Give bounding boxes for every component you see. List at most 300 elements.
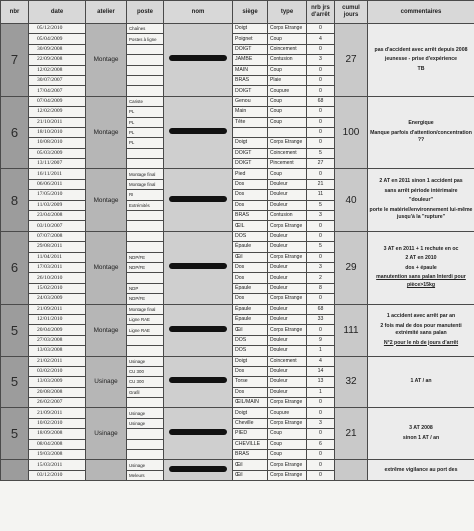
redaction-bar [169, 466, 227, 472]
header-nom: nom [164, 1, 233, 24]
comment-line: 2 AT en 2010 [405, 255, 437, 262]
redaction-bar [169, 326, 227, 332]
siege-cell: JAMBE [233, 55, 268, 65]
atelier-cell: Montage [86, 304, 127, 356]
date-cell: 13/03/2008 [29, 346, 86, 356]
poste-cell [127, 148, 164, 158]
poste-cell: Grafil [127, 387, 164, 397]
date-cell: 26/02/2007 [29, 398, 86, 408]
siege-cell: Œil [233, 460, 268, 470]
date-cell: 16/11/2011 [29, 169, 86, 179]
comment-line: extrême vigilance au port des [384, 466, 458, 473]
poste-cell: Montage final [127, 179, 164, 189]
atelier-cell: Montage [86, 169, 127, 231]
jrs-cell: 0 [307, 24, 335, 34]
siege-cell: Œil [233, 325, 268, 335]
jrs-cell: 4 [307, 356, 335, 366]
date-cell: 13/03/2009 [29, 377, 86, 387]
header-date: date [29, 1, 86, 24]
date-cell: 20/04/2009 [29, 325, 86, 335]
group-nbr: 5 [1, 408, 29, 460]
name-cell-redacted [164, 460, 233, 481]
type-cell: Douleur [268, 262, 307, 272]
poste-cell [127, 429, 164, 439]
comment-cell [368, 408, 474, 460]
jrs-cell: 11 [307, 190, 335, 200]
header-jrs: nrb jrs d'arrêt [307, 1, 335, 24]
poste-cell [127, 75, 164, 85]
type-cell: Plaie [268, 75, 307, 85]
date-cell: 23/04/2008 [29, 211, 86, 221]
cumul-cell: 29 [335, 231, 368, 304]
poste-cell: Chaînes [127, 24, 164, 34]
type-cell: Douleur [268, 366, 307, 376]
jrs-cell: 3 [307, 211, 335, 221]
poste-cell: Meleurs [127, 470, 164, 480]
poste-cell: Postes à ligne [127, 34, 164, 44]
jrs-cell: 2 [307, 273, 335, 283]
date-cell: 13/11/2007 [29, 159, 86, 169]
poste-cell: PL [127, 107, 164, 117]
group-nbr [1, 460, 29, 481]
jrs-cell: 0 [307, 75, 335, 85]
poste-cell [127, 231, 164, 241]
type-cell: Coup [268, 169, 307, 179]
name-cell-redacted [164, 169, 233, 231]
siege-cell: Poignet [233, 34, 268, 44]
date-cell: 07/04/2009 [29, 96, 86, 106]
siege-cell: BRAS [233, 211, 268, 221]
date-cell: 18/10/2010 [29, 127, 86, 137]
table-row [1, 408, 474, 418]
poste-cell: Ligne RAE [127, 325, 164, 335]
comment-line: 1 accident avec arrêt par an [386, 313, 456, 320]
date-cell: 21/02/2011 [29, 356, 86, 366]
comment-cell [368, 304, 474, 356]
poste-cell: Usinage [127, 356, 164, 366]
comment-cell [368, 231, 474, 304]
type-cell: Coupure [268, 86, 307, 96]
type-cell: Douleur [268, 231, 307, 241]
jrs-cell: 0 [307, 169, 335, 179]
date-cell: 05/03/2009 [29, 148, 86, 158]
type-cell: Corps Etrange [268, 24, 307, 34]
siege-cell: Doigt [233, 356, 268, 366]
jrs-cell: 68 [307, 304, 335, 314]
jrs-cell: 0 [307, 127, 335, 137]
comment-line: 2 AT en 2011 sinon 1 accident pas [379, 178, 463, 185]
name-cell-redacted [164, 356, 233, 408]
header-cumul: cumul jours [335, 1, 368, 24]
type-cell: Coup [268, 439, 307, 449]
comment-cell [368, 24, 474, 97]
siege-cell: Doigt [233, 24, 268, 34]
type-cell: Douleur [268, 283, 307, 293]
date-cell: 21/09/2011 [29, 304, 86, 314]
date-cell: 30/09/2008 [29, 44, 86, 54]
siege-cell: BRAS [233, 450, 268, 460]
siege-cell: Tête [233, 117, 268, 127]
comment-line: porte le matériel/environnement lui-même jusqu'à la "rupture" [369, 206, 473, 221]
comment-line: N°2 pour le nb de jours d'arrêt [383, 339, 459, 346]
redaction-bar [169, 377, 227, 383]
date-cell: 17/03/2011 [29, 262, 86, 272]
type-cell: Corps Etrange [268, 221, 307, 231]
siege-cell: PIED [233, 429, 268, 439]
type-cell: Coup [268, 450, 307, 460]
comment-line: sinon 1 AT / an [402, 434, 440, 441]
poste-cell: Extrémités [127, 200, 164, 210]
siege-cell: Épaule [233, 314, 268, 324]
jrs-cell: 5 [307, 200, 335, 210]
jrs-cell: 0 [307, 429, 335, 439]
table-row [1, 304, 474, 314]
jrs-cell: 6 [307, 439, 335, 449]
date-cell: 26/10/2010 [29, 273, 86, 283]
jrs-cell: 21 [307, 179, 335, 189]
date-cell: 17/05/2010 [29, 190, 86, 200]
comment-line: jeunesse - prise d'expérience [384, 56, 458, 63]
type-cell: Coup [268, 96, 307, 106]
siege-cell: DOIGT [233, 86, 268, 96]
table-row [1, 169, 474, 179]
jrs-cell: 4 [307, 34, 335, 44]
jrs-cell: 0 [307, 221, 335, 231]
comment-line: 2 fois mal de dos pour manutenti extrémité sans palan [380, 322, 462, 337]
jrs-cell: 0 [307, 450, 335, 460]
poste-cell: PL [127, 138, 164, 148]
siege-cell: Œil [233, 470, 268, 480]
jrs-cell: 0 [307, 294, 335, 304]
date-cell: 06/06/2011 [29, 179, 86, 189]
jrs-cell: 14 [307, 366, 335, 376]
type-cell: Coincement [268, 148, 307, 158]
cumul-cell: 21 [335, 408, 368, 460]
siege-cell: DOIGT [233, 159, 268, 169]
type-cell: Douleur [268, 179, 307, 189]
poste-cell: NDP/FE [127, 252, 164, 262]
jrs-cell: 0 [307, 65, 335, 75]
table-row [1, 24, 474, 34]
date-cell: 11/03/2009 [29, 200, 86, 210]
poste-cell: Usinage [127, 460, 164, 470]
header-commentaires: commentaires [368, 1, 474, 24]
type-cell: Coup [268, 117, 307, 127]
date-cell: 07/07/2008 [29, 231, 86, 241]
table-body [1, 24, 474, 481]
jrs-cell: 0 [307, 138, 335, 148]
date-cell: 05/12/2010 [29, 24, 86, 34]
siege-cell: Main [233, 107, 268, 117]
type-cell: Douleur [268, 387, 307, 397]
type-cell: Contusion [268, 211, 307, 221]
type-cell: Douleur [268, 377, 307, 387]
type-cell: Coup [268, 34, 307, 44]
comment-line: pas d'accident avec arrêt depuis 2008 [374, 46, 468, 53]
poste-cell: PL [127, 127, 164, 137]
siege-cell: Dos [233, 200, 268, 210]
siege-cell: Doigt [233, 408, 268, 418]
siege-cell: Dos [233, 294, 268, 304]
atelier-cell [86, 460, 127, 481]
poste-cell [127, 44, 164, 54]
comment-line: 3 AT en 2011 + 1 rechute en oc [383, 245, 459, 252]
siege-cell: Cheville [233, 418, 268, 428]
jrs-cell: 0 [307, 86, 335, 96]
date-cell: 15/02/2010 [29, 283, 86, 293]
poste-cell [127, 450, 164, 460]
table-row [1, 460, 474, 470]
date-cell: 27/03/2008 [29, 335, 86, 345]
poste-cell: CU 300 [127, 366, 164, 376]
siege-cell [233, 127, 268, 137]
siege-cell: Pied [233, 169, 268, 179]
cumul-cell: 111 [335, 304, 368, 356]
poste-cell: RI [127, 190, 164, 200]
group-nbr: 7 [1, 24, 29, 97]
type-cell: Douleur [268, 346, 307, 356]
comment-line: sans arrêt période intérimaire [384, 187, 458, 194]
date-cell: 03/12/2010 [29, 470, 86, 480]
group-nbr: 5 [1, 356, 29, 408]
type-cell: Douleur [268, 304, 307, 314]
type-cell: Corps Etrange [268, 470, 307, 480]
type-cell: Corps Etrange [268, 398, 307, 408]
poste-cell: Montage final [127, 304, 164, 314]
siege-cell: Épaule [233, 283, 268, 293]
siege-cell: Épaule [233, 242, 268, 252]
comment-line: manutention sans palan Interdi pour pièce>15kg [376, 274, 466, 288]
jrs-cell: 3 [307, 55, 335, 65]
header-siege: siège [233, 1, 268, 24]
comment-cell [368, 460, 474, 481]
date-cell: 29/08/2011 [29, 242, 86, 252]
jrs-cell: 0 [307, 107, 335, 117]
redaction-bar [169, 196, 227, 202]
siege-cell: Dos [233, 387, 268, 397]
comment-line: "douleur" [409, 197, 433, 204]
type-cell: Douleur [268, 242, 307, 252]
poste-cell [127, 273, 164, 283]
poste-cell [127, 346, 164, 356]
type-cell: Coup [268, 429, 307, 439]
type-cell: Corps Etrange [268, 138, 307, 148]
group-nbr: 8 [1, 169, 29, 231]
poste-cell [127, 242, 164, 252]
redaction-bar [169, 263, 227, 269]
date-cell: 12/02/2009 [29, 107, 86, 117]
redaction-bar [169, 128, 227, 134]
cumul-cell: 32 [335, 356, 368, 408]
siege-cell: DOIGT [233, 44, 268, 54]
type-cell: Douleur [268, 314, 307, 324]
table-row [1, 356, 474, 366]
type-cell [268, 127, 307, 137]
comment-cell [368, 169, 474, 231]
type-cell: Contusion [268, 55, 307, 65]
jrs-cell: 0 [307, 460, 335, 470]
poste-cell: NDP/FE [127, 262, 164, 272]
date-cell: 05/04/2009 [29, 34, 86, 44]
header-type: type [268, 1, 307, 24]
jrs-cell: 1 [307, 346, 335, 356]
redaction-bar [169, 55, 227, 61]
poste-cell: NDP [127, 283, 164, 293]
comment-cell [368, 96, 474, 169]
type-cell: Pincement [268, 159, 307, 169]
jrs-cell: 3 [307, 262, 335, 272]
jrs-cell: 33 [307, 314, 335, 324]
date-cell: 24/03/2009 [29, 294, 86, 304]
atelier-cell: Usinage [86, 408, 127, 460]
siege-cell: MAIN [233, 65, 268, 75]
cumul-cell [335, 460, 368, 481]
jrs-cell: 1 [307, 387, 335, 397]
date-cell: 08/04/2008 [29, 439, 86, 449]
jrs-cell: 8 [307, 283, 335, 293]
date-cell: 11/04/2011 [29, 252, 86, 262]
poste-cell [127, 335, 164, 345]
date-cell: 03/10/2007 [29, 221, 86, 231]
jrs-cell: 0 [307, 408, 335, 418]
poste-cell: PL [127, 117, 164, 127]
siege-cell: DOS [233, 335, 268, 345]
date-cell: 12/01/2010 [29, 314, 86, 324]
poste-cell [127, 398, 164, 408]
poste-cell: Ligne RAE [127, 314, 164, 324]
poste-cell [127, 211, 164, 221]
type-cell: Coup [268, 65, 307, 75]
siege-cell: BRAS [233, 75, 268, 85]
table-row [1, 96, 474, 106]
date-cell: 12/02/2008 [29, 65, 86, 75]
atelier-cell: Montage [86, 231, 127, 304]
type-cell: Coup [268, 107, 307, 117]
type-cell: Coupure [268, 408, 307, 418]
comment-line: 1 AT / an [410, 378, 432, 385]
siege-cell: Dos [233, 190, 268, 200]
poste-cell: CU 300 [127, 377, 164, 387]
siege-cell: Dos [233, 179, 268, 189]
type-cell: Corps Etrange [268, 418, 307, 428]
name-cell-redacted [164, 24, 233, 97]
name-cell-redacted [164, 304, 233, 356]
type-cell: Coincement [268, 44, 307, 54]
jrs-cell: 0 [307, 44, 335, 54]
date-cell: 15/03/2011 [29, 460, 86, 470]
group-nbr: 6 [1, 231, 29, 304]
comment-cell [368, 356, 474, 408]
date-cell: 03/02/2010 [29, 366, 86, 376]
siege-cell: DOS [233, 346, 268, 356]
jrs-cell: 3 [307, 418, 335, 428]
jrs-cell: 5 [307, 242, 335, 252]
poste-cell: Cariste [127, 96, 164, 106]
jrs-cell: 27 [307, 159, 335, 169]
date-cell: 30/07/2007 [29, 75, 86, 85]
jrs-cell: 0 [307, 117, 335, 127]
poste-cell [127, 159, 164, 169]
atelier-cell: Montage [86, 96, 127, 169]
poste-cell [127, 221, 164, 231]
jrs-cell: 0 [307, 325, 335, 335]
jrs-cell: 68 [307, 96, 335, 106]
cumul-cell: 100 [335, 96, 368, 169]
siege-cell: Épaule [233, 304, 268, 314]
jrs-cell: 9 [307, 335, 335, 345]
type-cell: Douleur [268, 190, 307, 200]
name-cell-redacted [164, 408, 233, 460]
siege-cell: Dos [233, 262, 268, 272]
jrs-cell: 0 [307, 398, 335, 408]
header-atelier: atelier [86, 1, 127, 24]
name-cell-redacted [164, 231, 233, 304]
date-cell: 20/08/2008 [29, 387, 86, 397]
siege-cell: ŒIL/MAIN [233, 398, 268, 408]
type-cell: Corps Etrange [268, 325, 307, 335]
group-nbr: 6 [1, 96, 29, 169]
poste-cell: Usinage [127, 408, 164, 418]
type-cell: Douleur [268, 335, 307, 345]
date-cell: 22/09/2008 [29, 55, 86, 65]
siege-cell: DOIGT [233, 148, 268, 158]
date-cell: 21/09/2011 [29, 408, 86, 418]
header-nbr: nbr [1, 1, 29, 24]
type-cell: Corps Etrange [268, 252, 307, 262]
header-row [1, 1, 474, 24]
comment-line: Manque parfois d'attention/concentration ?? [370, 129, 472, 144]
comment-line: dos + épaule [405, 264, 437, 271]
jrs-cell: 0 [307, 252, 335, 262]
poste-cell: Usinage [127, 418, 164, 428]
header-poste: poste [127, 1, 164, 24]
jrs-cell: 0 [307, 231, 335, 241]
poste-cell [127, 86, 164, 96]
name-cell-redacted [164, 96, 233, 169]
date-cell: 10/08/2010 [29, 138, 86, 148]
type-cell: Corps Etrange [268, 460, 307, 470]
atelier-cell: Usinage [86, 356, 127, 408]
date-cell: 17/04/2007 [29, 86, 86, 96]
atelier-cell: Montage [86, 24, 127, 97]
type-cell: Coincement [268, 356, 307, 366]
date-cell: 10/02/2010 [29, 418, 86, 428]
date-cell: 21/10/2011 [29, 117, 86, 127]
cumul-cell: 40 [335, 169, 368, 231]
jrs-cell: 0 [307, 470, 335, 480]
date-cell: 18/09/2008 [29, 429, 86, 439]
siege-cell: Dos [233, 366, 268, 376]
poste-cell [127, 439, 164, 449]
comment-line: 3 AT 2008 [409, 425, 433, 432]
jrs-cell: 5 [307, 148, 335, 158]
siege-cell: Œil [233, 252, 268, 262]
siege-cell: ŒIL [233, 221, 268, 231]
table-row [1, 231, 474, 241]
redaction-bar [169, 429, 227, 435]
siege-cell: Doigt [233, 138, 268, 148]
type-cell: Douleur [268, 273, 307, 283]
poste-cell [127, 55, 164, 65]
comment-line: Energique [408, 120, 434, 127]
poste-cell: Montage final [127, 169, 164, 179]
type-cell: Corps Etrange [268, 294, 307, 304]
siege-cell: Torse [233, 377, 268, 387]
type-cell: Douleur [268, 200, 307, 210]
siege-cell: Genou [233, 96, 268, 106]
siege-cell: Dos [233, 273, 268, 283]
jrs-cell: 13 [307, 377, 335, 387]
